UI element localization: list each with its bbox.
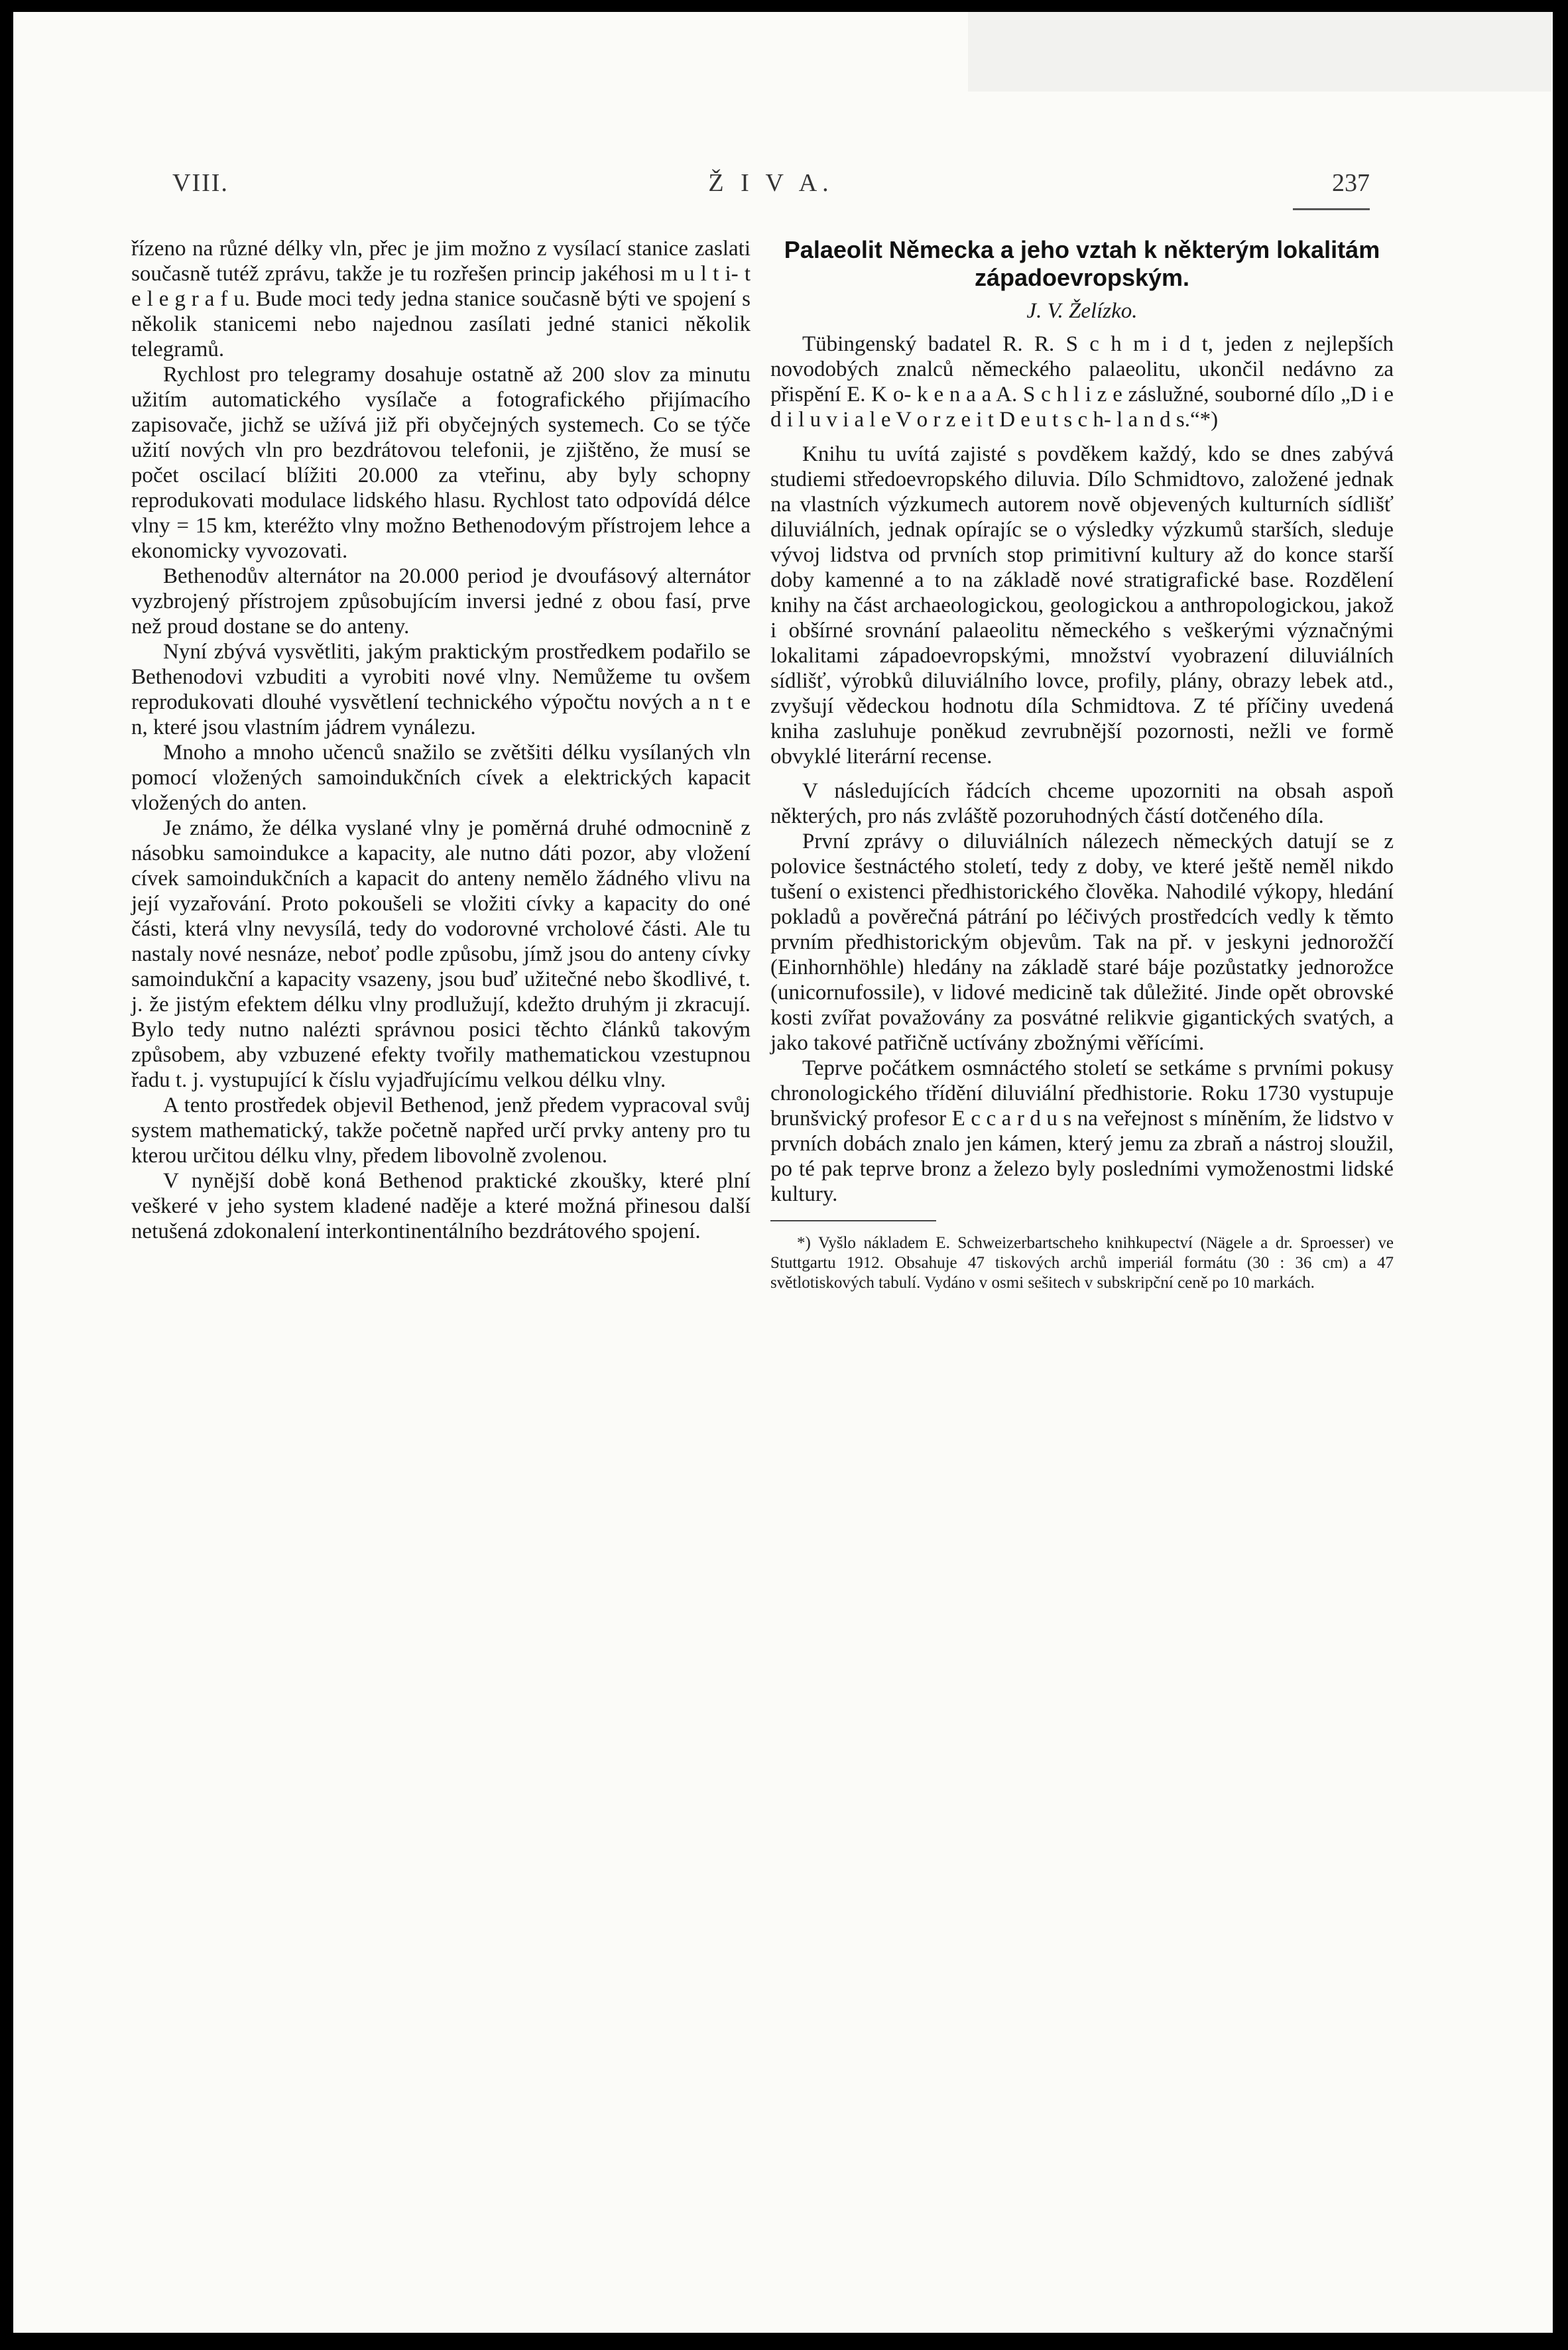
footnote-text: *) Vyšlo nákladem E. Schweizerbartscheho knihkupectví (Nägele a dr. Sproesser) ve Stuttgartu 1912. Obsahuje 47 tiskových archů imperiál formátu (30 : 36 cm) a 47 světlotiskových tabulí. Vydáno v osmi sešitech v subskripční ceně po 10 markách.	[770, 1234, 1394, 1292]
footnote	[770, 1233, 1394, 1293]
right-column	[770, 236, 1394, 1293]
article-author: J. V. Želízko.	[1026, 299, 1138, 323]
paragraph: V nynější době koná Bethenod praktické zkoušky, které plní veškeré v jeho system kladené naděje a které možná přinesou další netušená zdokonalení interkontinentálního bezdrátového spojení.	[131, 1169, 751, 1243]
paragraph: V následujících řádcích chceme upozorniti na obsah aspoň některých, pro nás zvláště pozoruhodných částí dotčeného díla.	[770, 779, 1394, 828]
paragraph: První zprávy o diluviálních nálezech německých datují se z polovice šestnáctého století, tedy z doby, ve které ještě neměl nikdo tušení o existenci předhistorického člověka. Nahodilé výkopy, hledání pokladů a pověrečná pátrání po léčivých prostředcích vedly k těmto prvním předhistorickým objevům. Tak na př. v jeskyni jednorožčí (Einhornhöhle) hledány na základě staré báje pozůstatky jednorožce (unicornufossile), v lidové medicině tak důležité. Jinde opět obrovské kosti zvířat považovány za posvátné relikvie gigantických svatých, a jako takové patřičně uctívány zbožnými věřícími.	[770, 830, 1394, 1055]
paragraph: A tento prostředek objevil Bethenod, jenž předem vypracoval svůj system mathematický, takže početně napřed určí prvky anteny pro tu kterou určitou délku vlny, předem libovolně zvolenou.	[131, 1093, 751, 1168]
paragraph: Mnoho a mnoho učenců snažilo se zvětšiti délku vysílaných vln pomocí vložených samoindukčních cívek a elektrických kapacit vložených do anten.	[131, 741, 751, 815]
paragraph: Bethenodův alternátor na 20.000 period je dvoufásový alternátor vyzbrojený přístrojem způsobujícím inversi jedné z obou fasí, prve než proud dostane se do anteny.	[131, 564, 751, 639]
journal-title: Ž I V A.	[708, 169, 834, 197]
header-rule	[1293, 208, 1370, 210]
paragraph: Knihu tu uvítá zajisté s povděkem každý, kdo se dnes zabývá studiemi středoevropského diluvia. Dílo Schmidtovo, založené jednak na vlastních výzkumech autorem nově objevených kulturních sídlišť diluviálních, jednak opírajíc se o výsledky výzkumů starších, sleduje vývoj lidstva od prvních stop primitivní kultury až do konce starší doby kamenné a to na základě nové stratigrafické base. Rozdělení knihy na část archaeologickou, geologickou a anthropologickou, jakož i obšírné srovnání palaeolitu německého s veškerými význačnými lokalitami západoevropskými, množství vyobrazení diluviálních sídlišť, výrobků diluviálního lovce, profily, plány, obrazy lebek atd., zvyšují vědeckou hodnotu díla Schmidtova. Z té příčiny uvedená kniha zasluhuje poněkud zevrubnější pozornosti, nežli ve formě obvyklé literární recense.	[770, 442, 1394, 769]
book-page	[13, 12, 1553, 2333]
footnote-rule	[770, 1220, 936, 1221]
running-header	[172, 168, 1370, 206]
article-title: Palaeolit Německa a jeho vztah k některým lokalitám západoevropským.	[784, 236, 1380, 291]
left-column	[131, 236, 751, 1244]
paragraph: Je známo, že délka vyslané vlny je poměrná druhé odmocnině z násobku samoindukce a kapacity, ale nutno dáti pozor, aby vložení cívek samoindukčních a kapacit do anteny nemělo žádného vlivu na její vyzařování. Proto pokoušeli se vložiti cívky a kapacity do oné části, která vlny nevysílá, tedy do vodorovné vrcholové části. Ale tu nastaly nové nesnáze, neboť podle způsobu, jímž jsou do anteny cívky samoindukční a kapacity vsazeny, jsou buď užitečné nebo škodlivé, t. j. že jistým efektem délku vlny prodlužují, kdežto druhým ji zkracují. Bylo tedy nutno nalézti správnou posici těchto článků takovým způsobem, aby vzbuzené efekty tvořily mathematickou vzestupnou řadu t. j. vystupující k číslu vyjadřujícímu velkou délku vlny.	[131, 816, 751, 1092]
volume-number: VIII.	[172, 169, 229, 197]
paragraph: Nyní zbývá vysvětliti, jakým praktickým prostředkem podařilo se Bethenodovi vzbuditi a vyrobiti nové vlny. Nemůžeme tu ovšem reprodukovati dlouhé vysvětlení technického výpočtu nových a n t e n, které jsou vlastním jádrem vynálezu.	[131, 640, 751, 739]
paragraph: řízeno na různé délky vln, přec je jim možno z vysílací stanice zaslati současně tutéž zprávu, takže je tu rozřešen princip jakéhosi m u l t i- t e l e g r a f u. Bude moci tedy jedna stanice současně býti ve spojení s několik stanicemi nebo najednou zasílati jedné stanici několik telegramů.	[131, 237, 751, 361]
paragraph: Teprve počátkem osmnáctého století se setkáme s prvními pokusy chronologického třídění diluviální předhistorie. Roku 1730 vystupuje brunšvický profesor E c c a r d u s na veřejnost s míněním, že lidstvo v prvních dobách znalo jen kámen, který jemu za zbraň a nástroj sloužil, po té pak teprve bronz a železo byly posledními vymoženostmi lidské kultury.	[770, 1056, 1394, 1206]
paragraph: Tübingenský badatel R. R. S c h m i d t, jeden z nejlepších novodobých znalců německého palaeolitu, ukončil nedávno za přispění E. K o- k e n a a A. S c h l i z e záslužné, souborné dílo „D i e d i l u v i a l e V o r z e i t D e u t s c h- l a n d s.“*)	[770, 332, 1394, 432]
paragraph: Rychlost pro telegramy dosahuje ostatně až 200 slov za minutu užitím automatického vysílače a fotografického přijímacího zapisovače, jichž se užívá již při obyčejných systemech. Co se týče užití nových vln pro bezdrátovou telefonii, je zjištěno, že musí se počet oscilací blížiti 20.000 za vteřinu, aby byly schopny reprodukovati modulace lidského hlasu. Rychlost tato odpovídá délce vlny = 15 km, kteréžto vlny možno Bethenodovým přístrojem lehce a ekonomicky vyvozovati.	[131, 363, 751, 563]
page-number: 237	[1332, 169, 1370, 197]
page-edge-shadow	[968, 12, 1551, 92]
